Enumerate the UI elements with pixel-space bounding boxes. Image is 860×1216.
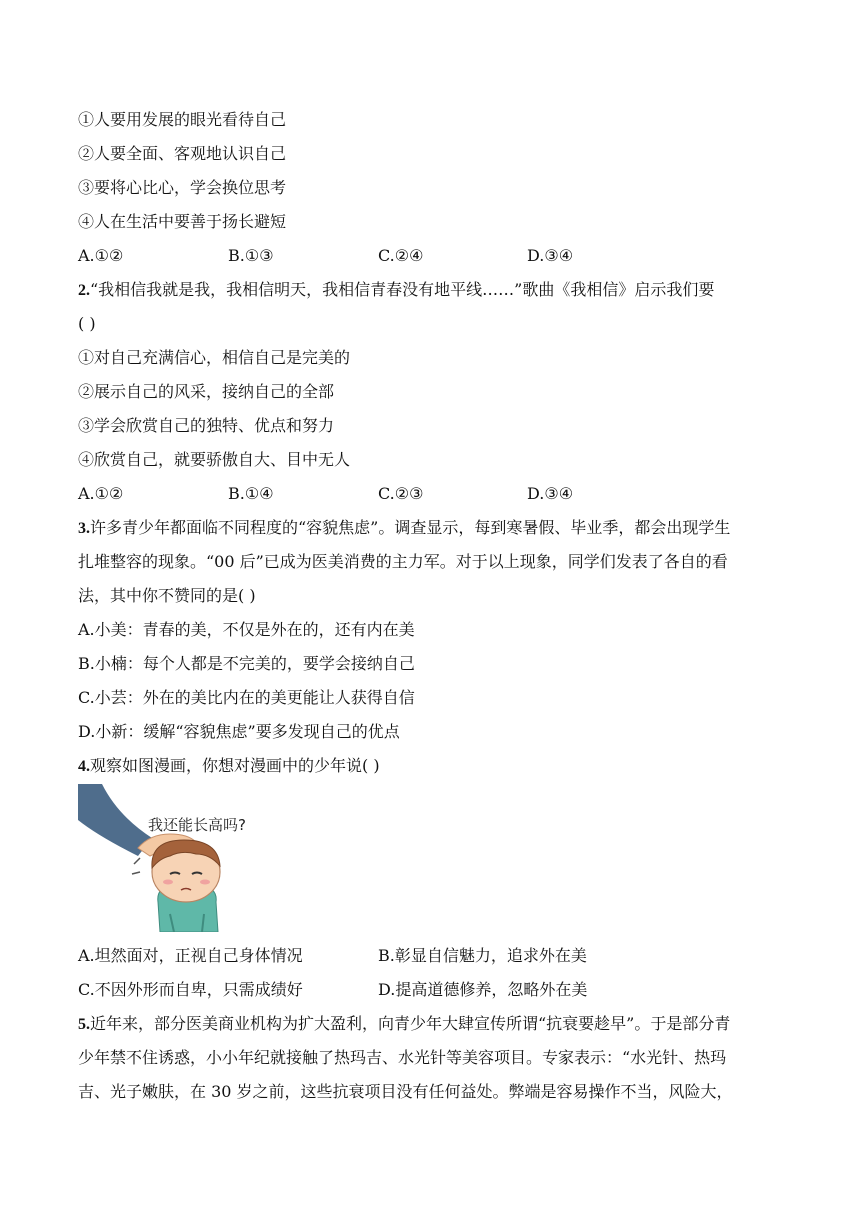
q2-number: 2. bbox=[78, 282, 90, 299]
q3-option-d[interactable]: D.小新：缓解“容貌焦虑”要多发现自己的优点 bbox=[78, 722, 400, 741]
q2-option-a[interactable]: A.①② bbox=[78, 484, 124, 503]
q2-statement-3: ③学会欣赏自己的独特、优点和努力 bbox=[78, 416, 335, 435]
q5-stem-line3: 吉、光子嫩肤，在 30 岁之前，这些抗衰项目没有任何益处。弊端是容易操作不当，风险大， bbox=[78, 1082, 733, 1101]
q2-stem-line1: “我相信我就是我，我相信明天，我相信青春没有地平线……”歌曲《我相信》启示我们要 bbox=[90, 280, 715, 299]
q4-option-b[interactable]: B.彰显自信魅力，追求外在美 bbox=[378, 946, 587, 965]
q1-statement-3: ③要将心比心，学会换位思考 bbox=[78, 178, 287, 197]
q2-option-d[interactable]: D.③④ bbox=[527, 484, 574, 503]
cartoon-caption: 我还能长高吗? bbox=[148, 816, 246, 834]
q4-option-c[interactable]: C.不因外形而自卑，只需成绩好 bbox=[78, 980, 303, 999]
q1-option-a[interactable]: A.①② bbox=[78, 246, 124, 265]
q1-statement-1: ①人要用发展的眼光看待自己 bbox=[78, 110, 287, 129]
q4-stem-text: 观察如图漫画，你想对漫画中的少年说( ) bbox=[90, 756, 380, 775]
q2-answer-blank: ( ) bbox=[78, 314, 96, 333]
q3-option-b[interactable]: B.小楠：每个人都是不完美的，要学会接纳自己 bbox=[78, 654, 415, 673]
q1-option-b[interactable]: B.①③ bbox=[228, 246, 274, 265]
boy-left-blush bbox=[163, 880, 173, 885]
q1-statement-2: ②人要全面、客观地认识自己 bbox=[78, 144, 287, 163]
worry-lines bbox=[132, 858, 140, 874]
q2-option-b[interactable]: B.①④ bbox=[228, 484, 274, 503]
q5-number: 5. bbox=[78, 1016, 90, 1033]
q3-option-a[interactable]: A.小美：青春的美，不仅是外在的，还有内在美 bbox=[78, 620, 415, 639]
q3-stem-line1: 许多青少年都面临不同程度的“容貌焦虑”。调查显示，每到寒暑假、毕业季，都会出现学生 bbox=[90, 518, 731, 537]
q5-stem-line2: 少年禁不住诱惑，小小年纪就接触了热玛吉、水光针等美容项目。专家表示：“水光针、热玛 bbox=[78, 1048, 727, 1067]
q4-option-d[interactable]: D.提高道德修养，忽略外在美 bbox=[378, 980, 588, 999]
q2-option-c[interactable]: C.②③ bbox=[378, 484, 424, 503]
q1-option-c[interactable]: C.②④ bbox=[378, 246, 424, 265]
q5-stem-line1: 近年来，部分医美商业机构为扩大盈利，向青少年大肆宣传所谓“抗衰要趁早”。于是部分青 bbox=[90, 1014, 731, 1033]
q4-number: 4. bbox=[78, 758, 90, 775]
q4-stem bbox=[78, 755, 380, 778]
q2-stem bbox=[78, 279, 714, 302]
q2-statement-4: ④欣赏自己，就要骄傲自大、目中无人 bbox=[78, 450, 351, 469]
q3-stem bbox=[78, 517, 730, 540]
q1-statement-4: ④人在生活中要善于扬长避短 bbox=[78, 212, 287, 231]
q4-option-a[interactable]: A.坦然面对，正视自己身体情况 bbox=[78, 946, 303, 965]
q3-option-c[interactable]: C.小芸：外在的美比内在的美更能让人获得自信 bbox=[78, 688, 415, 707]
q2-statement-1: ①对自己充满信心，相信自己是完美的 bbox=[78, 348, 351, 367]
q5-stem bbox=[78, 1013, 730, 1036]
q3-number: 3. bbox=[78, 520, 90, 537]
q2-statement-2: ②展示自己的风采，接纳自己的全部 bbox=[78, 382, 335, 401]
q3-stem-line3: 法，其中你不赞同的是( ) bbox=[78, 586, 256, 605]
boy-cartoon-drawing bbox=[78, 784, 278, 932]
boy-cartoon-illustration bbox=[78, 784, 278, 932]
boy-right-blush bbox=[200, 880, 210, 885]
q3-stem-line2: 扎堆整容的现象。“00 后”已成为医美消费的主力军。对于以上现象，同学们发表了各自的看 bbox=[78, 552, 728, 571]
q1-option-d[interactable]: D.③④ bbox=[527, 246, 574, 265]
